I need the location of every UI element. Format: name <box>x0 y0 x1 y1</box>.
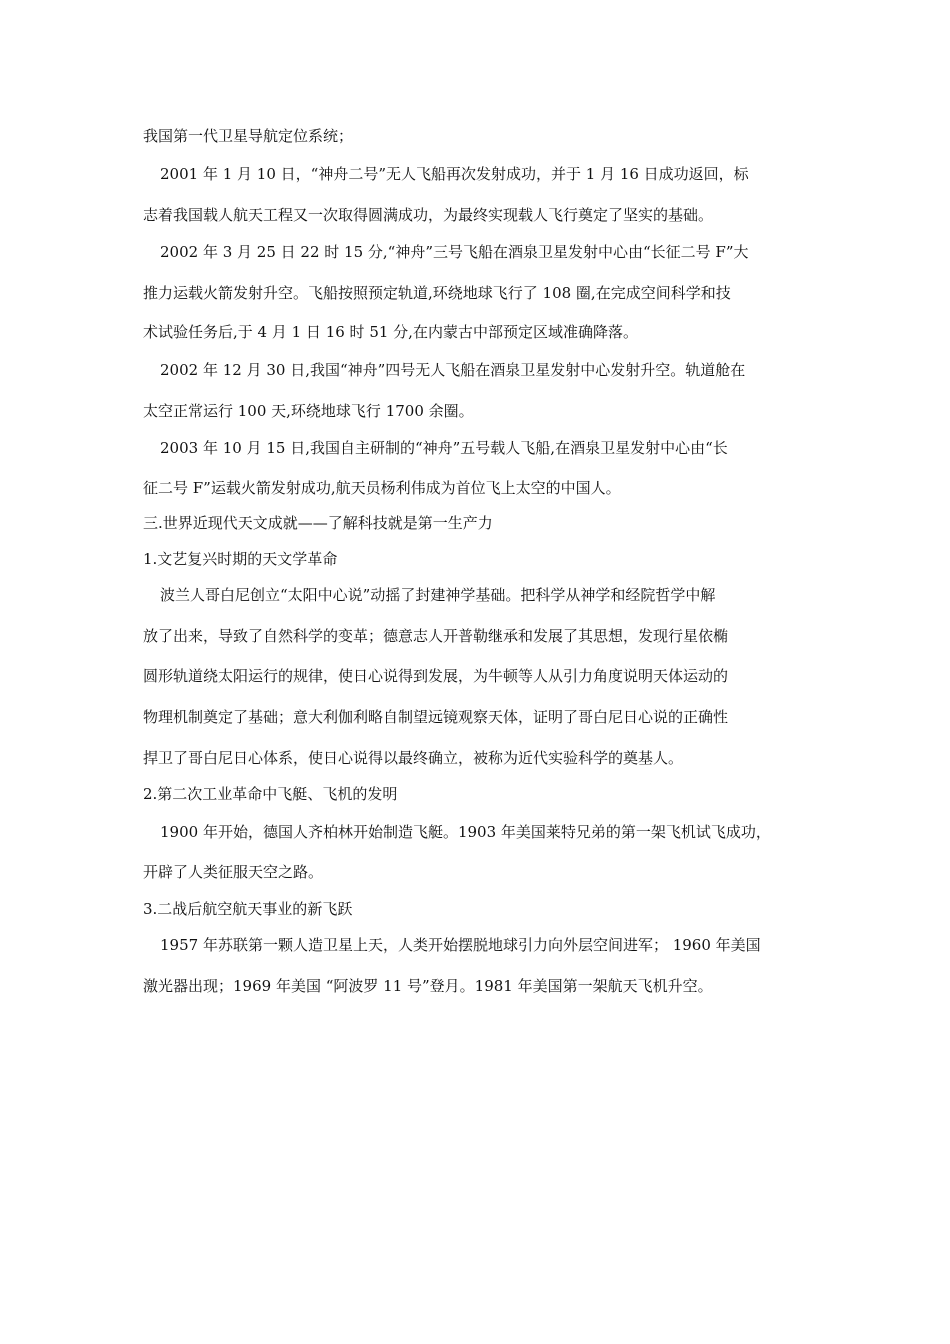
paragraph-line: 捍卫了哥白尼日心体系，使日心说得以最终确立，被称为近代实验科学的奠基人。 <box>143 749 684 767</box>
paragraph-line: 2002 年 12 月 30 日,我国“神舟”四号无人飞船在酒泉卫星发射中心发射升空。轨道舱在 <box>160 361 746 379</box>
paragraph-line: 1900 年开始，德国人齐柏林开始制造飞艇。1903 年美国莱特兄弟的第一架飞机试飞成功， <box>160 823 771 841</box>
paragraph-line: 2002 年 3 月 25 日 22 时 15 分,“神舟”三号飞船在酒泉卫星发射中心由“长征二号 F”大 <box>160 243 749 261</box>
paragraph-line: 志着我国载人航天工程又一次取得圆满成功，为最终实现载人飞行奠定了坚实的基础。 <box>143 206 714 224</box>
text-line: 我国第一代卫星导航定位系统； <box>143 127 354 145</box>
paragraph-line: 术试验任务后,于 4 月 1 日 16 时 51 分,在内蒙古中部预定区域准确降落。 <box>143 323 638 341</box>
section-heading: 三.世界近现代天文成就——了解科技就是第一生产力 <box>143 514 493 532</box>
subsection-heading: 3.二战后航空航天事业的新飞跃 <box>143 900 353 918</box>
paragraph-line: 征二号 F”运载火箭发射成功,航天员杨利伟成为首位飞上太空的中国人。 <box>143 479 621 497</box>
paragraph-line: 1957 年苏联第一颗人造卫星上天，人类开始摆脱地球引力向外层空间进军； 1960 年美国 <box>160 936 761 954</box>
paragraph-line: 物理机制奠定了基础；意大利伽利略自制望远镜观察天体，证明了哥白尼日心说的正确性 <box>143 708 729 726</box>
paragraph-line: 太空正常运行 100 天,环绕地球飞行 1700 余圈。 <box>143 402 474 420</box>
subsection-heading: 2.第二次工业革命中飞艇、飞机的发明 <box>143 785 398 803</box>
paragraph-line: 2001 年 1 月 10 日，“神舟二号”无人飞船再次发射成功，并于 1 月 16 日成功返回，标 <box>160 165 749 183</box>
subsection-heading: 1.文艺复兴时期的天文学革命 <box>143 550 338 568</box>
paragraph-line: 推力运载火箭发射升空。飞船按照预定轨道,环绕地球飞行了 108 圈,在完成空间科学和技 <box>143 284 731 302</box>
paragraph-line: 2003 年 10 月 15 日,我国自主研制的“神舟”五号载人飞船,在酒泉卫星发射中心由“长 <box>160 439 728 457</box>
paragraph-line: 开辟了人类征服天空之路。 <box>143 863 324 881</box>
paragraph-line: 激光器出现；1969 年美国 “阿波罗 11 号”登月。1981 年美国第一架航天飞机升空。 <box>143 977 713 995</box>
paragraph-line: 放了出来，导致了自然科学的变革；德意志人开普勒继承和发展了其思想，发现行星依椭 <box>143 627 729 645</box>
paragraph-line: 波兰人哥白尼创立“太阳中心说”动摇了封建神学基础。把科学从神学和经院哲学中解 <box>160 586 716 604</box>
paragraph-line: 圆形轨道绕太阳运行的规律，使日心说得到发展，为牛顿等人从引力角度说明天体运动的 <box>143 667 729 685</box>
